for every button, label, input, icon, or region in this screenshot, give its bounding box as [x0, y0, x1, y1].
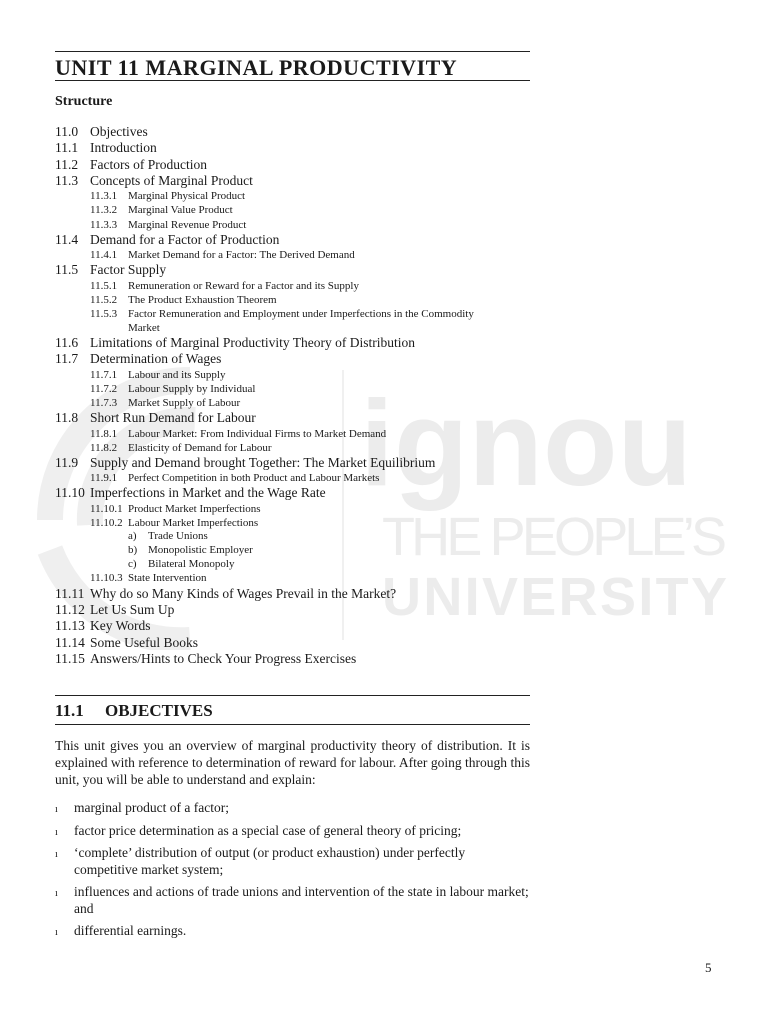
- toc-entry-title: The Product Exhaustion Theorem: [128, 293, 277, 306]
- toc-entry-number: 11.7: [55, 351, 79, 367]
- objectives-intro: This unit gives you an overview of marginal productivity theory of distribution. It is explained with reference to determination of reward for labour. After going through this unit, you will be able to understand and explain:: [55, 738, 530, 787]
- toc-entry-title: Factors of Production: [90, 156, 207, 172]
- toc-entry: [55, 558, 535, 572]
- toc-entry-title: Labour and its Supply: [128, 368, 226, 381]
- objective-text: influences and actions of trade unions and intervention of the state in labour market; and: [74, 884, 529, 916]
- toc-entry: [55, 471, 535, 485]
- toc-entry-number: 11.9: [55, 454, 79, 470]
- toc-entry-number: 11.9.1: [90, 472, 118, 485]
- section-bottom-rule: [55, 724, 530, 725]
- toc-entry-title: Supply and Demand brought Together: The Market Equilibrium: [90, 454, 436, 470]
- toc-entry-title: Answers/Hints to Check Your Progress Exercises: [90, 650, 357, 666]
- toc-entry-number: 11.12: [55, 601, 85, 617]
- toc-entry: [55, 602, 535, 618]
- toc-entry: [55, 157, 535, 173]
- bullet-marker: ı: [55, 888, 58, 899]
- objective-text: differential earnings.: [74, 923, 187, 938]
- toc-entry-number: 11.1: [55, 140, 79, 156]
- objective-item: [55, 800, 530, 817]
- toc-entry-title: Market Supply of Labour: [128, 397, 241, 410]
- title-bottom-rule: [55, 80, 530, 81]
- toc-entry-title: Introduction: [90, 140, 157, 156]
- toc-entry: [55, 516, 535, 530]
- toc-entry-number: 11.11: [55, 585, 85, 601]
- toc-entry-number: 11.4.1: [90, 249, 118, 262]
- toc-entry-title: Concepts of Marginal Product: [90, 172, 253, 188]
- objective-text: marginal product of a factor;: [74, 800, 229, 815]
- toc-entry-number: 11.8: [55, 410, 79, 426]
- title-top-rule: [55, 51, 530, 52]
- table-of-contents: [55, 124, 535, 667]
- toc-entry-title: Factor Remuneration and Employment under Imperfections in the Commodity: [128, 307, 474, 320]
- toc-entry-title: Perfect Competition in both Product and Labour Markets: [128, 472, 380, 485]
- toc-entry-number: c): [128, 557, 137, 570]
- toc-entry: [55, 368, 535, 382]
- section-number: 11.1: [55, 701, 84, 720]
- toc-entry-title: Labour Market Imperfections: [128, 516, 259, 529]
- bullet-marker: ı: [55, 826, 58, 838]
- toc-entry: [55, 396, 535, 410]
- toc-entry: [55, 455, 535, 471]
- toc-entry-number: 11.8.2: [90, 441, 118, 454]
- toc-entry-title: Let Us Sum Up: [90, 601, 175, 617]
- toc-entry: [55, 203, 535, 217]
- section-heading: [55, 701, 213, 721]
- toc-entry: [55, 586, 535, 602]
- page-number: 5: [705, 960, 712, 975]
- toc-entry-number: 11.5.1: [90, 279, 118, 292]
- toc-entry: [55, 571, 535, 585]
- structure-heading: Structure: [55, 94, 113, 109]
- toc-entry-number: 11.8.1: [90, 427, 118, 440]
- toc-entry-title: Limitations of Marginal Productivity Theory of Distribution: [90, 335, 415, 351]
- objective-item: [55, 823, 530, 840]
- toc-entry-number: 11.3: [55, 172, 79, 188]
- toc-entry: [55, 293, 535, 307]
- objective-text: factor price determination as a special case of general theory of pricing;: [74, 822, 462, 838]
- toc-entry-number: 11.10.3: [90, 572, 123, 585]
- toc-entry-number: 11.7.3: [90, 397, 118, 410]
- toc-entry: [55, 173, 535, 189]
- toc-entry: [55, 485, 535, 501]
- toc-entry: [55, 335, 535, 351]
- toc-entry-title: Trade Unions: [148, 530, 208, 543]
- objective-item: [55, 884, 530, 917]
- toc-entry-number: 11.3.2: [90, 204, 118, 217]
- toc-entry-number: 11.7.2: [90, 382, 118, 395]
- toc-entry-number: 11.5.3: [90, 307, 118, 320]
- toc-entry-title: Demand for a Factor of Production: [90, 231, 280, 247]
- toc-entry: [55, 427, 535, 441]
- toc-entry-title: Key Words: [90, 618, 151, 634]
- objective-item: [55, 923, 530, 940]
- toc-entry-number: a): [128, 530, 137, 543]
- toc-entry-number: 11.3.1: [90, 190, 118, 203]
- toc-entry-number: 11.5.2: [90, 293, 118, 306]
- toc-entry-title: Product Market Imperfections: [128, 502, 261, 515]
- toc-entry-title: Determination of Wages: [90, 351, 222, 367]
- toc-entry-number: 11.4: [55, 231, 79, 247]
- toc-entry: [55, 218, 535, 232]
- toc-entry-title: Market: [128, 322, 160, 335]
- toc-entry-title: Monopolistic Employer: [148, 543, 253, 556]
- toc-entry: [55, 502, 535, 516]
- toc-entry-title: Some Useful Books: [90, 634, 198, 650]
- toc-entry-title: State Intervention: [128, 572, 207, 585]
- toc-entry-title: Short Run Demand for Labour: [90, 410, 256, 426]
- toc-entry: [55, 651, 535, 667]
- toc-entry-title: Elasticity of Demand for Labour: [128, 441, 272, 454]
- toc-entry: [55, 530, 535, 544]
- toc-entry-title: Labour Supply by Individual: [128, 382, 256, 395]
- bullet-marker: ı: [55, 849, 58, 860]
- toc-entry: [55, 410, 535, 426]
- toc-entry-title: Objectives: [90, 124, 148, 139]
- toc-entry: [55, 248, 535, 262]
- toc-entry-title: Bilateral Monopoly: [148, 557, 235, 570]
- toc-entry-title: Factor Supply: [90, 262, 167, 278]
- toc-entry-number: 11.5: [55, 262, 79, 278]
- section-top-rule: [55, 695, 530, 696]
- toc-entry-number: 11.7.1: [90, 368, 118, 381]
- toc-entry: [55, 635, 535, 651]
- toc-entry: [55, 189, 535, 203]
- toc-entry-title: Marginal Revenue Product: [128, 218, 247, 231]
- toc-entry-number: 11.10.2: [90, 516, 123, 529]
- objective-text: ‘complete’ distribution of output (or product exhaustion) under perfectly competitive market system;: [74, 845, 466, 877]
- watermark-brand: ignou: [360, 375, 692, 511]
- toc-entry: [55, 382, 535, 396]
- watermark-line1: THE PEOPLE’S: [382, 507, 727, 567]
- toc-entry-title: Imperfections in Market and the Wage Rate: [90, 485, 326, 501]
- toc-entry-number: 11.10: [55, 485, 85, 501]
- toc-entry: [55, 140, 535, 156]
- watermark-line2: UNIVERSITY: [382, 567, 727, 627]
- objectives-list: [55, 800, 530, 946]
- toc-entry: [55, 544, 535, 558]
- toc-entry-number: 11.14: [55, 634, 85, 650]
- toc-entry: [55, 441, 535, 455]
- toc-entry: [55, 232, 535, 248]
- toc-entry-title: Market Demand for a Factor: The Derived Demand: [128, 249, 355, 262]
- toc-entry: [55, 321, 535, 335]
- toc-entry-number: 11.2: [55, 156, 79, 172]
- toc-entry: [55, 307, 535, 321]
- toc-entry-number: 11.13: [55, 618, 85, 634]
- toc-entry-number: 11.0: [55, 124, 79, 139]
- toc-entry-title: Marginal Physical Product: [128, 190, 246, 203]
- toc-entry-number: 11.3.3: [90, 218, 118, 231]
- toc-entry-number: b): [128, 543, 138, 556]
- bullet-marker: ı: [55, 804, 58, 815]
- unit-title: UNIT 11 MARGINAL PRODUCTIVITY: [55, 55, 458, 80]
- bullet-marker: ı: [55, 927, 58, 938]
- toc-entry-title: Labour Market: From Individual Firms to Market Demand: [128, 427, 387, 440]
- toc-entry: [55, 262, 535, 278]
- toc-entry-title: Remuneration or Reward for a Factor and its Supply: [128, 279, 359, 292]
- toc-entry-title: Why do so Many Kinds of Wages Prevail in the Market?: [90, 585, 397, 601]
- toc-entry-title: Marginal Value Product: [128, 204, 233, 217]
- toc-entry: [55, 124, 535, 140]
- toc-entry-number: 11.6: [55, 335, 79, 351]
- toc-entry-number: 11.15: [55, 650, 85, 666]
- toc-entry: [55, 351, 535, 367]
- toc-entry-number: 11.10.1: [90, 502, 123, 515]
- objective-item: [55, 845, 530, 878]
- toc-entry: [55, 279, 535, 293]
- toc-entry: [55, 618, 535, 634]
- section-title: OBJECTIVES: [105, 701, 213, 720]
